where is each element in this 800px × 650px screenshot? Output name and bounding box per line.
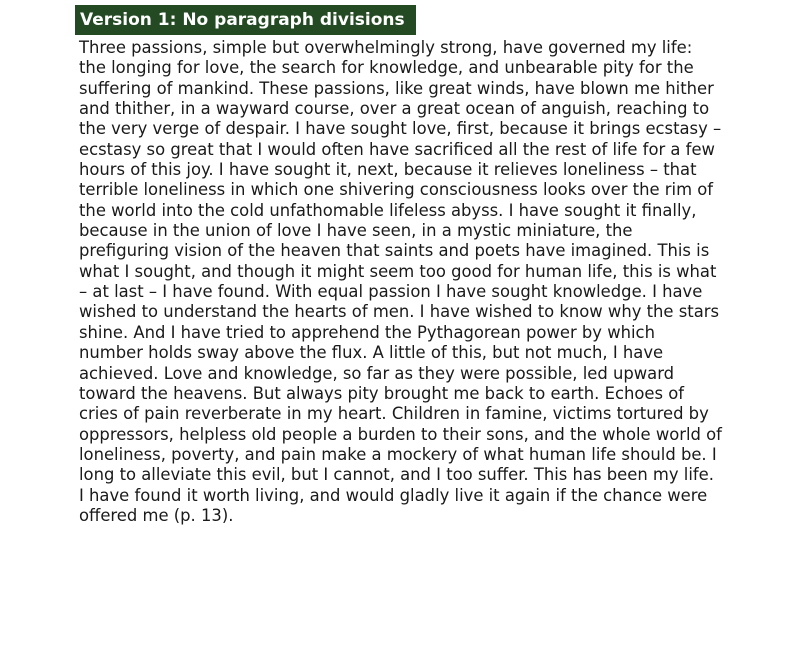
document-page	[75, 5, 725, 526]
version-heading: Version 1: No paragraph divisions	[75, 5, 416, 35]
body-paragraph: Three passions, simple but overwhelmingly strong, have governed my life: the longing for love, the search for knowledge, and unbearable pity for the suffering of mankind. These passions, like great winds, have blown me hither and thither, in a wayward course, over a great ocean of anguish, reaching to the very verge of despair. I have sought love, first, because it brings ecstasy – ecstasy so great that I would often have sacrificed all the rest of life for a few hours of this joy. I have sought it, next, because it relieves loneliness – that terrible loneliness in which one shivering consciousness looks over the rim of the world into the cold unfathomable lifeless abyss. I have sought it finally, because in the union of love I have seen, in a mystic miniature, the prefiguring vision of the heaven that saints and poets have imagined. This is what I sought, and though it might seem too good for human life, this is what – at last – I have found. With equal passion I have sought knowledge. I have wished to understand the hearts of men. I have wished to know why the stars shine. And I have tried to apprehend the Pythagorean power by which number holds sway above the flux. A little of this, but not much, I have achieved. Love and knowledge, so far as they were possible, led upward toward the heavens. But always pity brought me back to earth. Echoes of cries of pain reverberate in my heart. Children in famine, victims tortured by oppressors, helpless old people a burden to their sons, and the whole world of loneliness, poverty, and pain make a mockery of what human life should be. I long to alleviate this evil, but I cannot, and I too suffer. This has been my life. I have found it worth living, and would gladly live it again if the chance were offered me (p. 13).	[79, 38, 722, 525]
